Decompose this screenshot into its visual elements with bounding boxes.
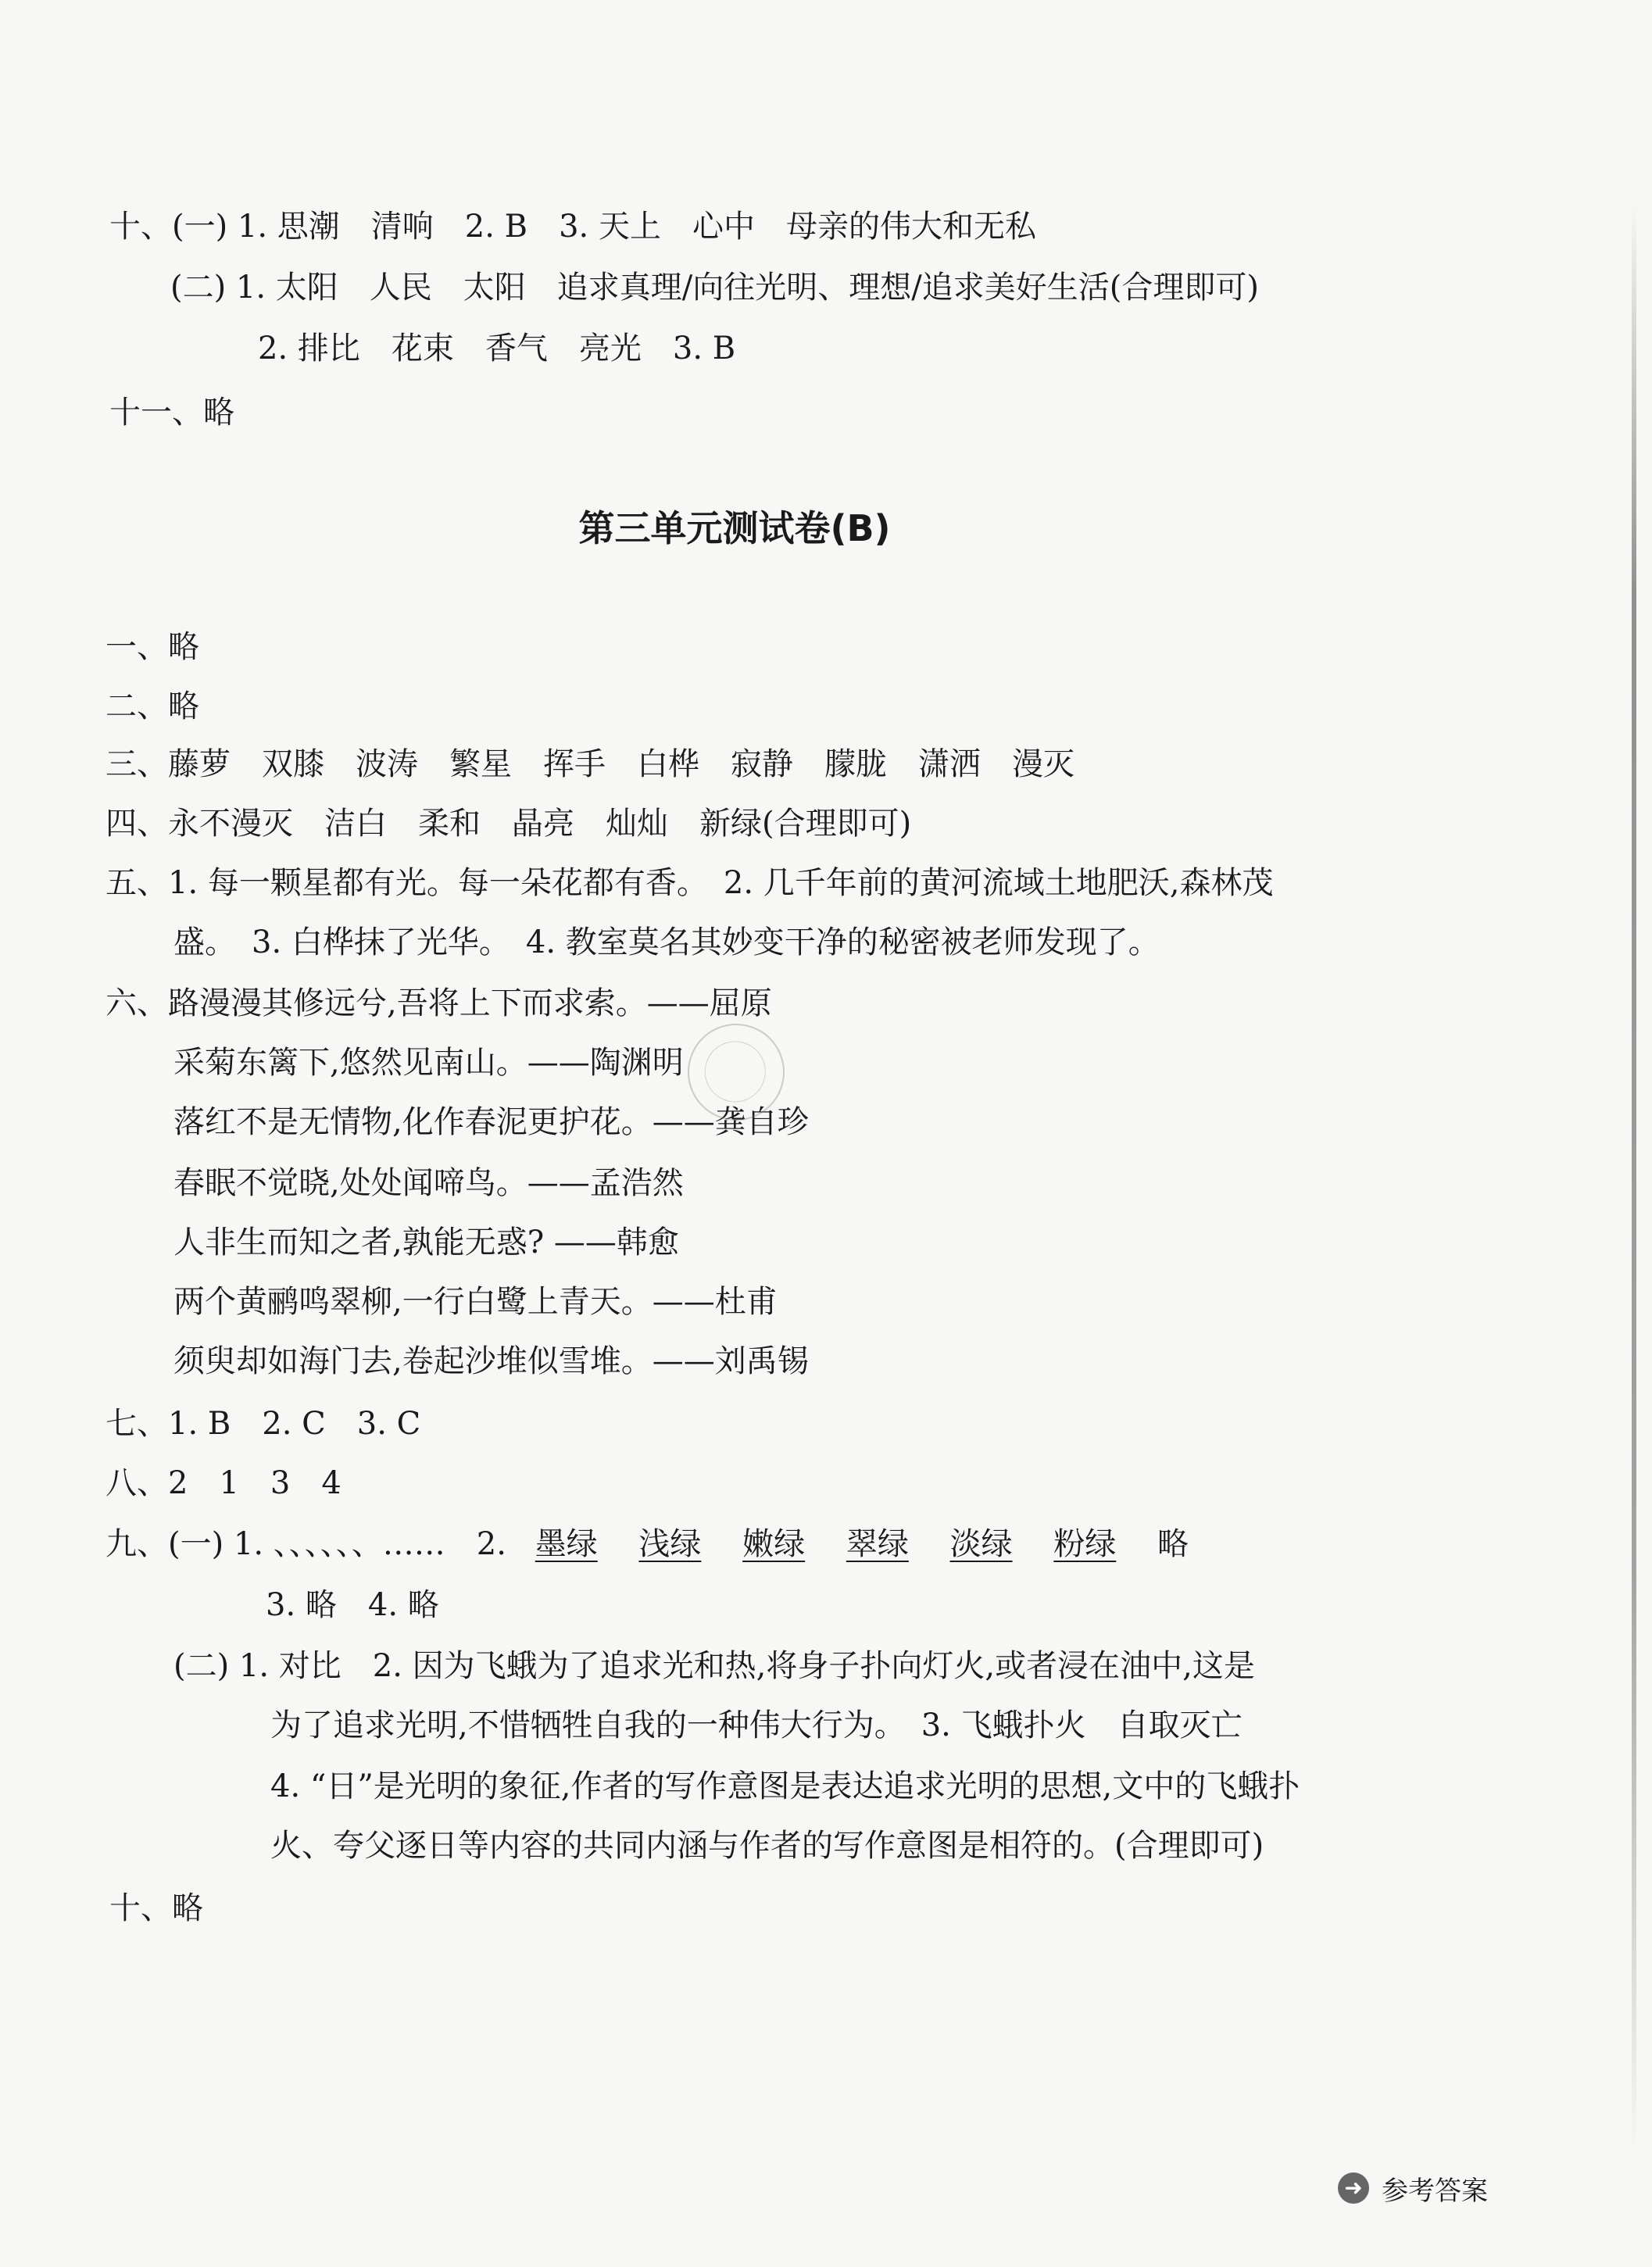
answer-2: 二、略 xyxy=(105,688,199,724)
answer-6-line2: 采菊东篱下,悠然见南山。——陶渊明 xyxy=(173,1045,684,1081)
underlined-word: 浅绿 xyxy=(638,1526,702,1562)
answer-3: 三、藤萝 双膝 波涛 繁星 挥手 白桦 寂静 朦胧 潇洒 漫灭 xyxy=(105,746,1075,782)
answer-9-prefix: 九、(一) 1. 、、、、、、…… 2. xyxy=(105,1526,506,1562)
prev-q11: 十一、略 xyxy=(109,395,234,431)
answer-9-line6: 火、夸父逐日等内容的共同内涵与作者的写作意图是相符的。(合理即可) xyxy=(270,1828,1264,1864)
answer-9-line5: 4. “日”是光明的象征,作者的写作意图是表达追求光明的思想,文中的飞蛾扑 xyxy=(270,1768,1300,1804)
answer-6-line6: 两个黄鹂鸣翠柳,一行白鹭上青天。——杜甫 xyxy=(173,1284,778,1320)
prev-q10-line2: (二) 1. 太阳 人民 太阳 追求真理/向往光明、理想/追求美好生活(合理即可) xyxy=(170,270,1259,306)
scan-edge-shadow xyxy=(1632,203,1636,2157)
answer-6-line3: 落红不是无情物,化作春泥更护花。——龚自珍 xyxy=(173,1104,809,1140)
answer-1: 一、略 xyxy=(105,629,199,665)
underlined-word: 淡绿 xyxy=(949,1526,1013,1562)
answer-6-line7: 须臾却如海门去,卷起沙堆似雪堆。——刘禹锡 xyxy=(173,1343,809,1379)
prev-q10-line1: 十、(一) 1. 思潮 清响 2. B 3. 天上 心中 母亲的伟大和无私 xyxy=(109,209,1036,245)
footer-label: 参考答案 xyxy=(1382,2175,1488,2207)
answer-9-line2: 3. 略 4. 略 xyxy=(266,1587,439,1623)
footer xyxy=(1338,2165,1488,2212)
answer-10: 十、略 xyxy=(109,1890,203,1926)
answer-7: 七、1. B 2. C 3. C xyxy=(105,1406,421,1442)
arrow-right-circle-icon: ➜ xyxy=(1338,2172,1369,2204)
answer-9-line4: 为了追求光明,不惜牺牲自我的一种伟大行为。 3. 飞蛾扑火 自取灭亡 xyxy=(270,1707,1243,1743)
answer-8: 八、2 1 3 4 xyxy=(105,1465,341,1501)
prev-q10-line3: 2. 排比 花束 香气 亮光 3. B xyxy=(258,331,736,367)
answer-9-line3: (二) 1. 对比 2. 因为飞蛾为了追求光和热,将身子扑向灯火,或者浸在油中,这是 xyxy=(173,1648,1255,1684)
answer-6-line5: 人非生而知之者,孰能无惑? ——韩愈 xyxy=(173,1225,679,1260)
underlined-word: 粉绿 xyxy=(1053,1526,1117,1562)
answer-5-line1: 五、1. 每一颗星都有光。每一朵花都有香。 2. 几千年前的黄河流域土地肥沃,森林茂 xyxy=(105,865,1274,901)
underlined-word: 嫩绿 xyxy=(742,1526,806,1562)
answer-4: 四、永不漫灭 洁白 柔和 晶亮 灿灿 新绿(合理即可) xyxy=(105,806,912,842)
underlined-word: 翠绿 xyxy=(846,1526,909,1562)
page-title: 第三单元测试卷(B) xyxy=(578,507,891,549)
answer-6-line1: 六、路漫漫其修远兮,吾将上下而求索。——屈原 xyxy=(105,985,772,1021)
answer-5-line2: 盛。 3. 白桦抹了光华。 4. 教室莫名其妙变干净的秘密被老师发现了。 xyxy=(173,924,1160,960)
answer-9-tail: 略 xyxy=(1157,1526,1189,1562)
answer-6-line4: 春眠不觉晓,处处闻啼鸟。——孟浩然 xyxy=(173,1165,684,1201)
answer-9-line1 xyxy=(105,1522,1189,1566)
underlined-word: 墨绿 xyxy=(535,1526,598,1562)
